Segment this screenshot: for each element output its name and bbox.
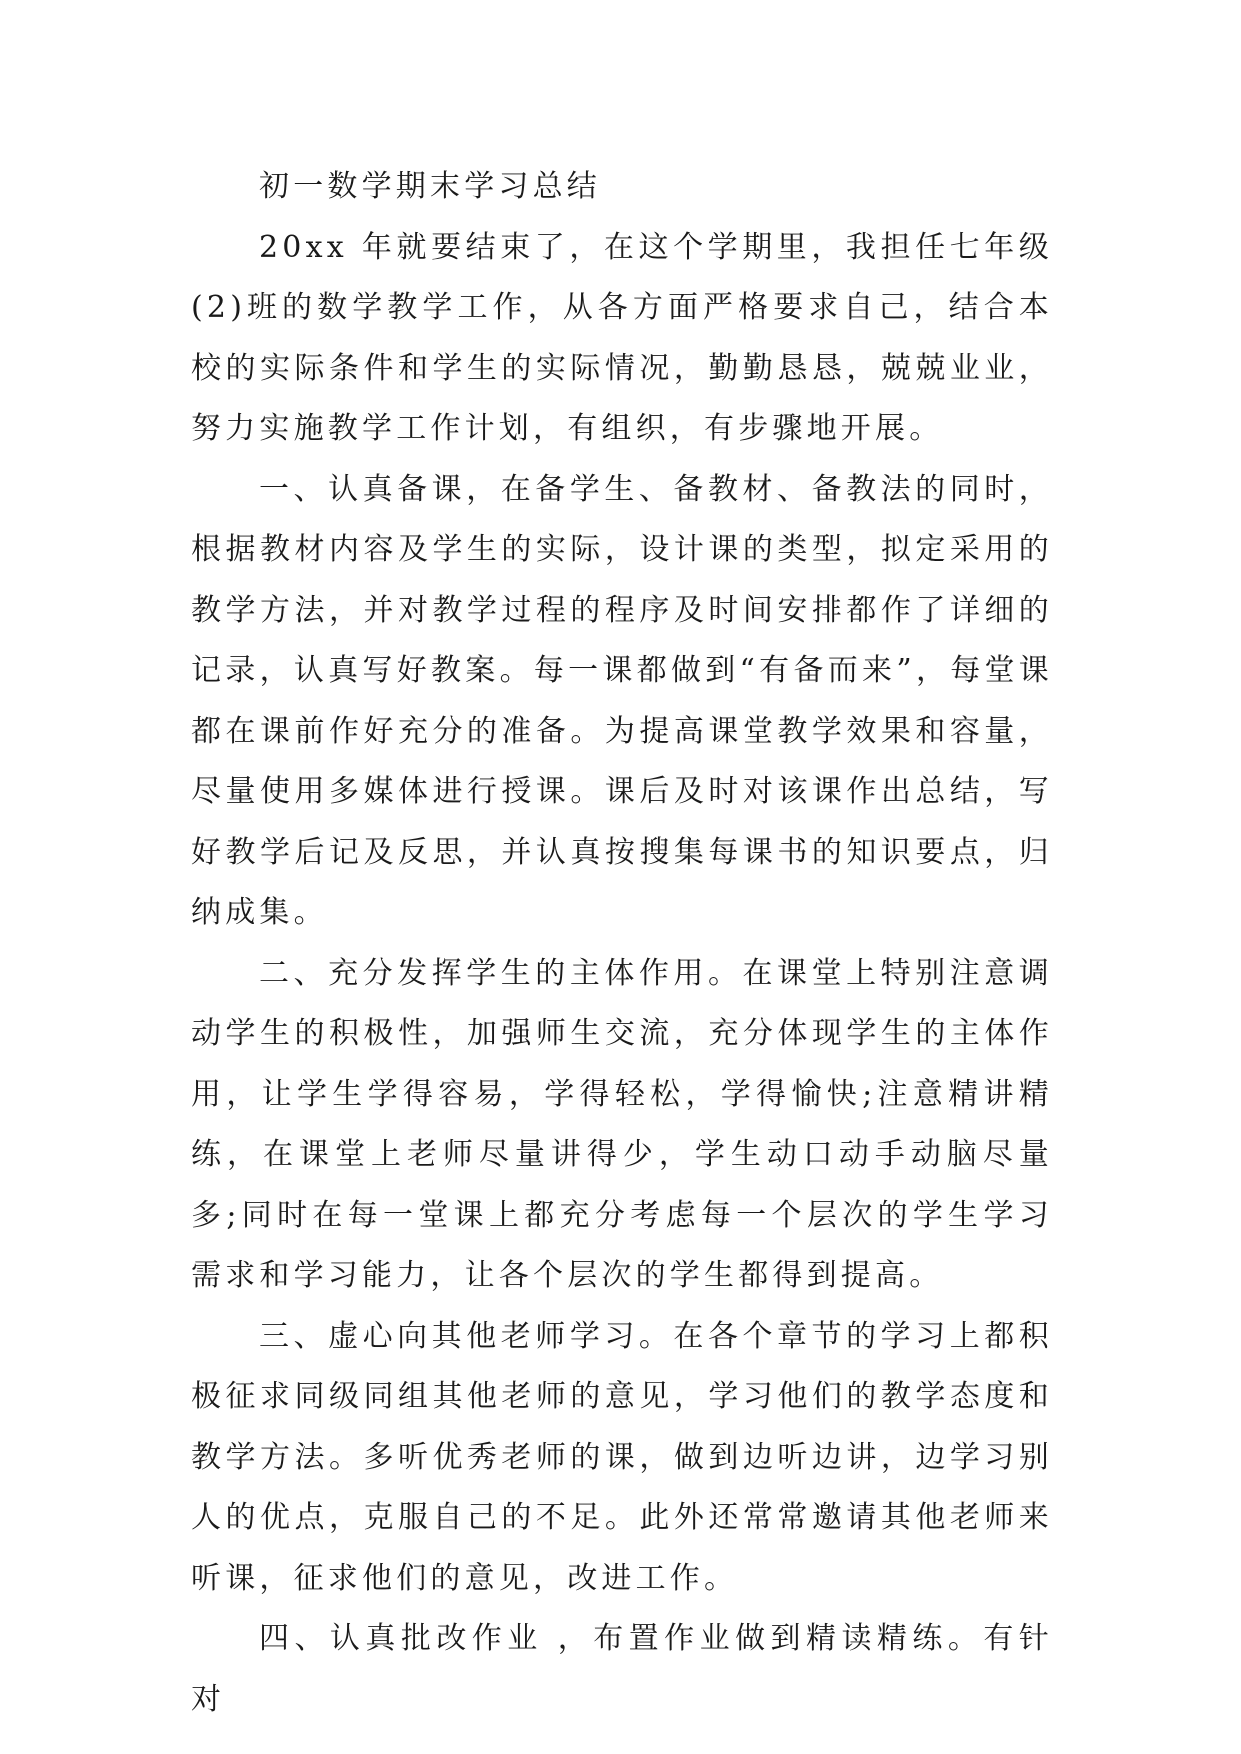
- paragraph-section-1: 一、认真备课，在备学生、备教材、备教法的同时，根据教材内容及学生的实际，设计课的类型，拟定采用的教学方法，并对教学过程的程序及时间安排都作了详细的记录，认真写好教案。每一课都做到“有备而来”，每堂课都在课前作好充分的准备。为提高课堂教学效果和容量，尽量使用多媒体进行授课。课后及时对该课作出总结，写好教学后记及反思，并认真按搜集每课书的知识要点，归纳成集。: [191, 471, 1053, 930]
- paragraph-section-4: 四、认真批改作业 ，布置作业做到精读精练。有针对: [191, 1621, 1053, 1717]
- document-title: 初一数学期末学习总结: [259, 169, 601, 204]
- paragraph-section-2: 二、充分发挥学生的主体作用。在课堂上特别注意调动学生的积极性，加强师生交流，充分体现学生的主体作用，让学生学得容易，学得轻松，学得愉快;注意精讲精练，在课堂上老师尽量讲得少，学生动口动手动脑尽量多;同时在每一堂课上都充分考虑每一个层次的学生学习需求和学习能力，让各个层次的学生都得到提高。: [191, 955, 1053, 1293]
- paragraph-section-3: 三、虚心向其他老师学习。在各个章节的学习上都积极征求同级同组其他老师的意见，学习他们的教学态度和教学方法。多听优秀老师的课，做到边听边讲，边学习别人的优点，克服自己的不足。此外还常常邀请其他老师来听课，征求他们的意见，改进工作。: [191, 1318, 1053, 1596]
- document-body: [191, 157, 1053, 1730]
- paragraph-intro: 20xx 年就要结束了，在这个学期里，我担任七年级(2)班的数学教学工作，从各方面严格要求自己，结合本校的实际条件和学生的实际情况，勤勤恳恳，兢兢业业，努力实施教学工作计划，有组织，有步骤地开展。: [191, 229, 1053, 446]
